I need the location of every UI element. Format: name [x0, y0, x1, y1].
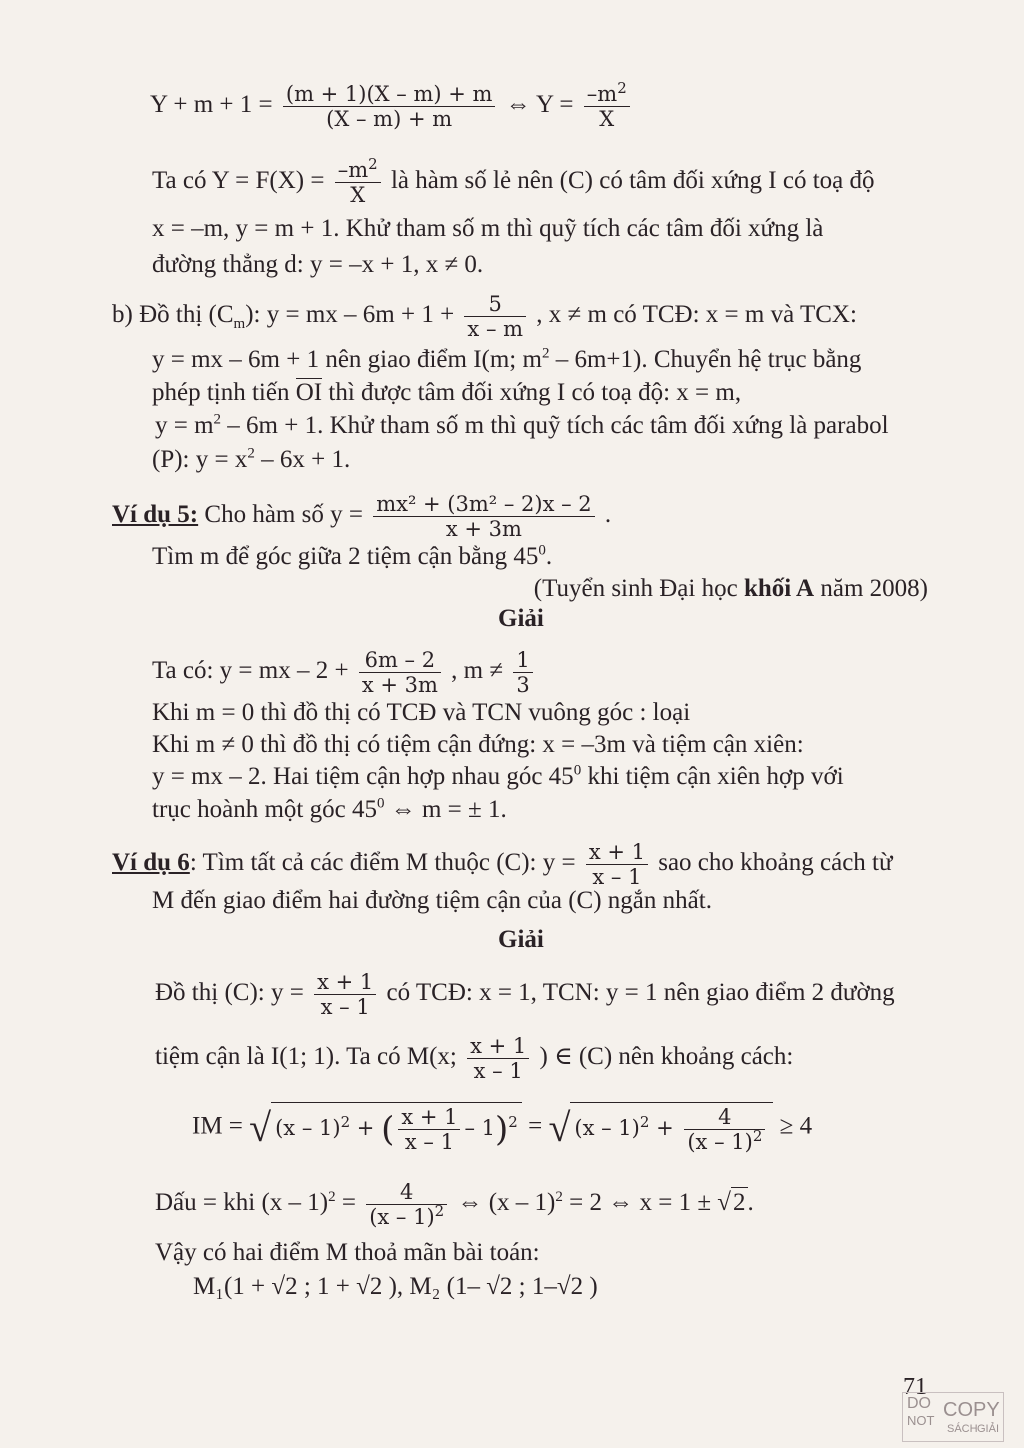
solution-6-line-1: Đồ thị (C): y = $\frac{x + 1}{x - 1}$ có TCĐ: x = 1, TCN: y = 1 nên giao điểm 2 đường	[155, 970, 895, 1019]
solution-5-line-5: trục hoành một góc $45^0$ ⇔ m = ± 1.	[152, 795, 507, 823]
fraction: $\frac{-m^2}{X}$	[335, 158, 381, 207]
solution-5-line-3: Khi m ≠ 0 thì đồ thị có tiệm cận đứng: x = –3m và tiệm cận xiên:	[152, 731, 804, 758]
text-line-5: b) Đồ thị $(C_m)$: y = mx – 6m + 1 + $\frac{5}{x - m}$ , x ≠ m có TCĐ: x = m và TCX:	[112, 292, 857, 341]
example-6-line-2: M đến giao điểm hai đường tiệm cận của (C) ngắn nhất.	[152, 887, 712, 914]
fraction: $\frac{4}{(x - 1)^2}$	[366, 1180, 447, 1229]
solution-heading: Giải	[498, 926, 544, 953]
solution-6-line-2: tiệm cận là I(1; 1). Ta có M(x; $\frac{x + 1}{x - 1}$ ) ∈ (C) nên khoảng cách:	[155, 1034, 794, 1083]
fraction: $\frac{(m + 1)(X - m) + m}{(X - m) + m}$	[283, 82, 496, 131]
text-line-7: phép tịnh tiến OI thì được tâm đối xứng I có toạ độ: x = m,	[152, 379, 742, 406]
example-5-question: Tìm m để góc giữa 2 tiệm cận bằng $45^0$.	[152, 542, 553, 570]
example-5-heading: Ví dụ 5: Cho hàm số y = $\frac{\text{mx² + (3m² – 2)x – 2}}{x + 3m}$ .	[112, 492, 612, 541]
im-formula: IM = √ (x – 1)$^2$ + ( $\frac{x + 1}{x - 1}$ – 1)$^2$ = √ (x – 1)$^2$ + $\frac{4}{(x - 1)^2}$ ≥ 4	[192, 1102, 812, 1154]
fraction: $\frac{1}{3}$	[513, 648, 532, 697]
fraction: $\frac{x + 1}{x - 1}$	[467, 1034, 529, 1083]
equation-line-1: Y + m + 1 = $\frac{(m + 1)(X - m) + m}{(X - m) + m}$ ⇔ Y = $\frac{-m^2}{X}$	[150, 82, 634, 131]
page-number: 71	[903, 1374, 927, 1400]
points-line: M₁(1 + √2 ; 1 + √2 ), M₂ (1– √2 ; 1–√2 )	[193, 1273, 598, 1300]
solution-5-line-1: Ta có: y = mx – 2 + $\frac{6m - 2}{x + 3m}$ , m ≠ $\frac{1}{3}$	[152, 648, 537, 697]
example-6-heading: Ví dụ 6: Tìm tất cả các điểm M thuộc (C): y = $\frac{x + 1}{x - 1}$ sao cho khoảng cách từ	[112, 840, 893, 889]
text-line-8: $y = m^2 - 6m + 1$. Khử tham số m thì quỹ tích các tâm đối xứng là parabol	[155, 411, 889, 439]
fraction: $\frac{x + 1}{x - 1}$	[314, 970, 376, 1019]
example-5-source: (Tuyển sinh Đại học khối A năm 2008)	[533, 575, 928, 602]
equality-condition: Dấu = khi (x – 1)$^2$ = $\frac{4}{(x - 1)^2}$ ⇔ (x – 1)$^2$ = 2 ⇔ x = 1 ± √2.	[155, 1180, 754, 1229]
watermark-logo: DO NOT COPY SÁCH GIẢI	[902, 1392, 1004, 1442]
fraction: $\frac{5}{x - m}$	[464, 292, 526, 341]
text-line-6: y = mx – 6m + 1 nên giao điểm I(m; $m^2 - 6m+1$). Chuyển hệ trục bằng	[152, 345, 862, 373]
solution-heading: Giải	[498, 605, 544, 632]
text-line-4: đường thẳng d: y = –x + 1, x ≠ 0.	[152, 251, 484, 278]
fraction: $\frac{-m^2}{X}$	[584, 82, 630, 131]
fraction: $\frac{6m - 2}{x + 3m}$	[359, 648, 441, 697]
solution-5-line-2: Khi m = 0 thì đồ thị có TCĐ và TCN vuông góc : loại	[152, 699, 691, 726]
text-line-3: x = –m, y = m + 1. Khử tham số m thì quỹ tích các tâm đối xứng là	[152, 215, 824, 242]
text-line-9: (P): $y = x^2 - 6x + 1$.	[152, 445, 351, 473]
fraction: $\frac{\text{mx² + (3m² – 2)x – 2}}{x + 3m}$	[373, 492, 594, 541]
conclusion-line: Vậy có hai điểm M thoả mãn bài toán:	[155, 1239, 540, 1266]
fraction: $\frac{x + 1}{x - 1}$	[586, 840, 648, 889]
solution-5-line-4: y = mx – 2. Hai tiệm cận hợp nhau góc $45^0$ khi tiệm cận xiên hợp với	[152, 762, 844, 790]
text-line-2: Ta có Y = F(X) = $\frac{-m^2}{X}$ là hàm số lẻ nên (C) có tâm đối xứng I có toạ độ	[152, 155, 875, 207]
